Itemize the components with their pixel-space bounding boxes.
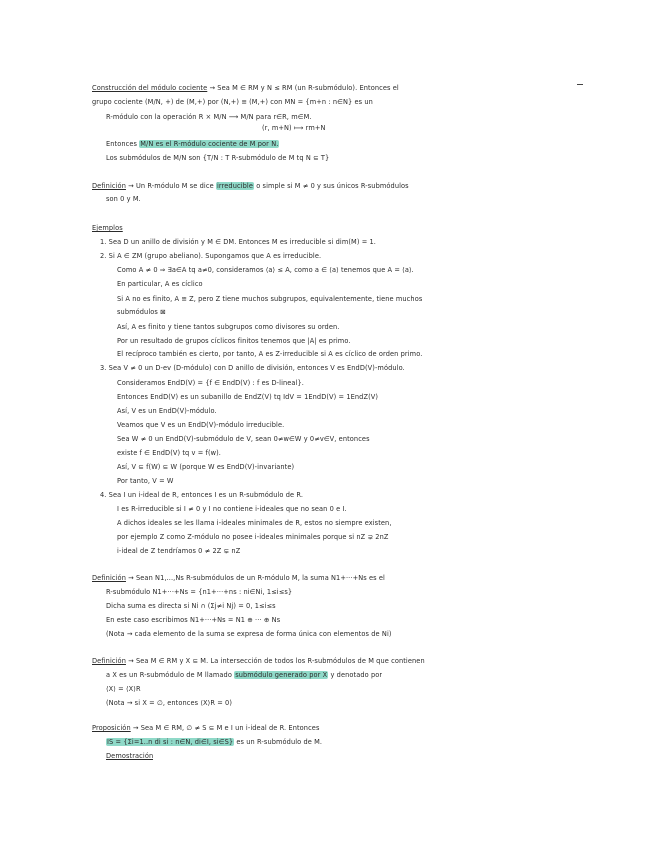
ejemplo-line: Entonces EndD(V) es un subanillo de EndZ(V) tq IdV = 1EndD(V) = 1EndZ(V) [117,393,379,401]
construccion-heading: Construcción del módulo cociente [92,84,208,92]
def1-heading: Definición [92,182,126,190]
def2-line-3: Dicha suma es directa si Ni ∩ (Σj≠i Nj) = 0, 1≤i≤s [106,602,276,610]
def2-line-1: Definición → Sean N1,...,Ns R-submódulos de un R-módulo M, la suma N1+···+Ns es el [92,574,385,582]
prop-line-2: IS = {Σi=1..n di si : n∈N, di∈I, si∈S} es un R-submódulo de M. [107,738,323,746]
def2-line-4: En este caso escribimos N1+···+Ns = N1 ⊕ ··· ⊕ Ns [106,616,281,624]
construccion-line-3: R-módulo con la operación R × M/N ⟶ M/N para r∈R, m∈M. [106,113,312,121]
demostracion-heading: Demostración [106,752,154,760]
def3-line-2: a X es un R-submódulo de M llamado submódulo generado por X y denotado por [106,671,383,679]
prop-heading: Proposición [92,724,131,732]
ejemplo-line: 4. Sea I un i-ideal de R, entonces I es un R-submódulo de R. [100,491,304,499]
def3-heading: Definición [92,657,126,665]
def3-line-4: (Nota → si X = ∅, entonces ⟨X⟩R = 0) [106,699,232,707]
construccion-line-2: grupo cociente (M/N, +) de (M,+) por (N,+) ≡ (M,+) con MN = {m+n : n∈N} es un [92,98,373,106]
generado-highlight: submódulo generado por X [235,671,328,679]
ejemplo-line: Así, V es un EndD(V)-módulo. [117,407,217,415]
construccion-line-6: Los submódulos de M/N son {T/N : T R-submódulo de M tq N ⊆ T} [106,154,330,162]
ejemplo-line: por ejemplo Z como Z-módulo no posee i-ideales minimales porque si nZ ⊋ 2nZ [117,533,389,541]
ejemplo-line: Veamos que V es un EndD(V)-módulo irreducible. [117,421,285,429]
prop-line-1: Proposición → Sea M ∈ RM, ∅ ≠ S ⊆ M e I un i-ideal de R. Entonces [92,724,320,732]
ejemplo-line: El recíproco también es cierto, por tanto, A es Z-irreducible si A es cíclico de orden primo. [117,350,423,358]
def3-line-3: ⟨X⟩ = ⟨X⟩R [106,685,141,693]
ejemplos-heading: Ejemplos [92,224,123,232]
ejemplo-line: existe f ∈ EndD(V) tq v = f(w). [117,449,222,457]
def2-line-5: (Nota → cada elemento de la suma se expresa de forma única con elementos de Ni) [106,630,392,638]
ejemplo-line: Por un resultado de grupos cíclicos finitos tenemos que |A| es primo. [117,337,351,345]
ejemplo-line: submódulos ⊠ [117,308,166,316]
def2-heading: Definición [92,574,126,582]
ejemplo-line: 3. Sea V ≠ 0 un D-ev (D-módulo) con D anillo de división, entonces V es EndD(V)-módulo. [100,364,405,372]
ejemplo-line: I es R-irreducible si I ≠ 0 y I no contiene i-ideales que no sean 0 e I. [117,505,347,513]
construccion-line-4: (r, m+N) ⟼ rm+N [262,124,326,132]
ejemplo-line: 2. Si A ∈ ZM (grupo abeliano). Supongamos que A es irreducible. [100,252,322,260]
ejemplo-line: Así, A es finito y tiene tantos subgrupos como divisores su orden. [117,323,340,331]
is-highlight: IS = {Σi=1..n di si : n∈N, di∈I, si∈S} [107,738,234,746]
construccion-line-1: Construcción del módulo cociente → Sea M ∈ RM y N ≤ RM (un R-submódulo). Entonces el [92,84,399,92]
def2-line-2: R-submódulo N1+···+Ns = {n1+···+ns : ni∈Ni, 1≤i≤s} [106,588,293,596]
cociente-highlight: M/N es el R-módulo cociente de M por N. [140,140,279,148]
ejemplo-line: Por tanto, V = W [117,477,174,485]
def1-line-2: son 0 y M. [106,195,141,203]
ejemplo-line: Como A ≠ 0 ⇒ ∃a∈A tq a≠0, consideramos ⟨a⟩ ≤ A, como a ∈ ⟨a⟩ tenemos que A = ⟨a⟩. [117,266,414,274]
ejemplo-line: Sea W ≠ 0 un EndD(V)-submódulo de V, sean 0≠w∈W y 0≠v∈V, entonces [117,435,370,443]
ejemplo-line: Así, V ⊆ f(W) ⊆ W (porque W es EndD(V)-invariante) [117,463,295,471]
ejemplo-line: i-ideal de Z tendríamos 0 ≠ 2Z ⊊ nZ [117,547,241,555]
construccion-line-5: Entonces M/N es el R-módulo cociente de M por N. [106,140,279,148]
margin-dash [577,84,583,85]
def1-line-1: Definición → Un R-módulo M se dice irreducible o simple si M ≠ 0 y sus únicos R-submódulos [92,182,409,190]
def3-line-1: Definición → Sea M ∈ RM y X ⊆ M. La intersección de todos los R-submódulos de M que contienen [92,657,425,665]
irreducible-highlight: irreducible [216,182,253,190]
ejemplo-line: A dichos ideales se les llama i-ideales minimales de R, estos no siempre existen, [117,519,392,527]
ejemplo-line: 1. Sea D un anillo de división y M ∈ DM. Entonces M es irreducible si dim(M) = 1. [100,238,377,246]
ejemplo-line: Consideramos EndD(V) = {f ∈ EndD(V) : f es D-lineal}. [117,379,305,387]
ejemplo-line: En particular, A es cíclico [117,280,203,288]
ejemplo-line: Si A no es finito, A ≅ Z, pero Z tiene muchos subgrupos, equivalentemente, tiene muchos [117,295,423,303]
